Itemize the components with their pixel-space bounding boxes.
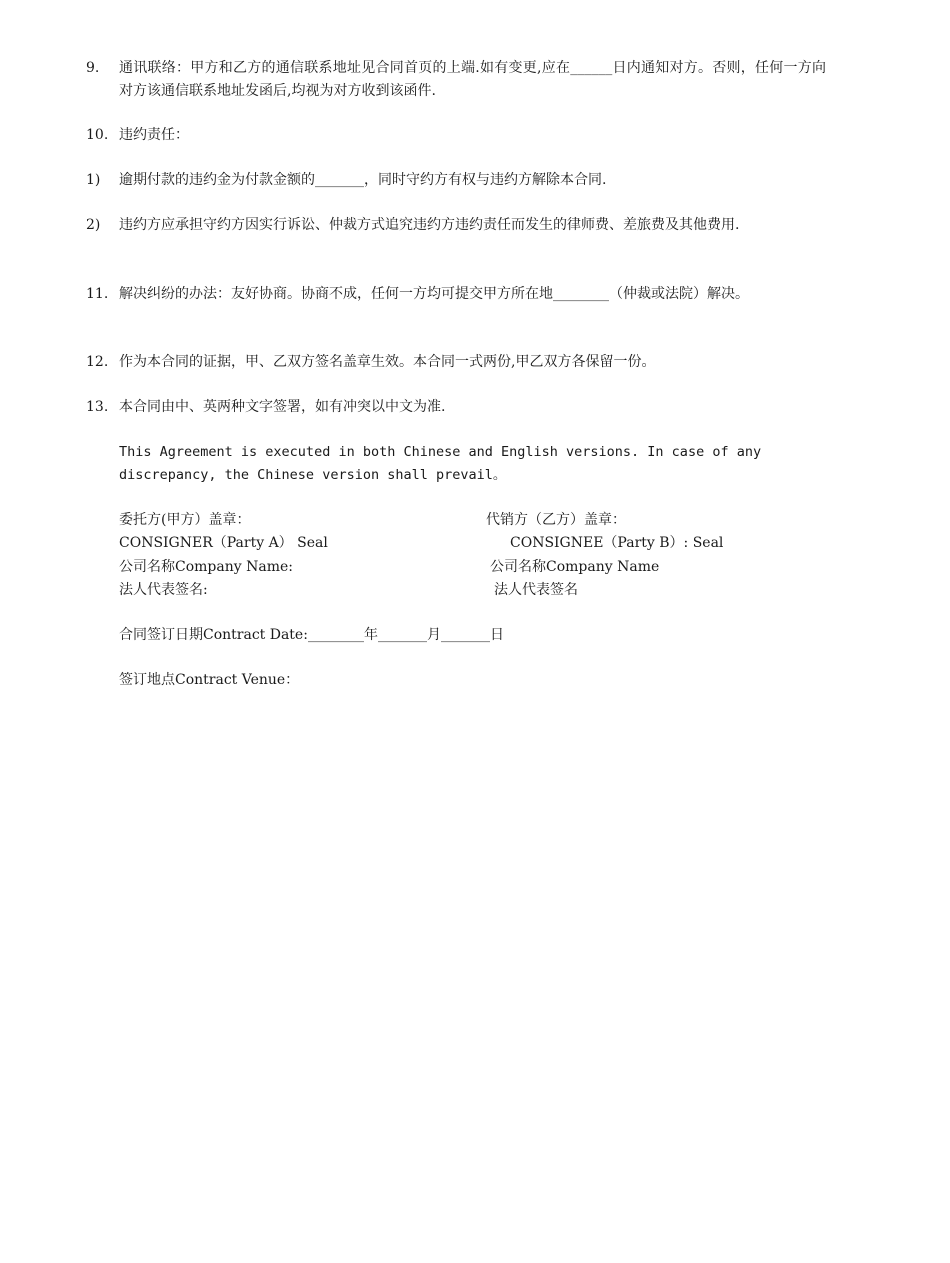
english-note-line-2: discrepancy, the Chinese version shall prevail。 [119, 467, 507, 483]
party-b-company-name: 公司名称Company Name [490, 559, 660, 575]
party-a-seal-label: 委托方(甲方）盖章： [119, 512, 251, 528]
clause-text: 通讯联络：甲方和乙方的通信联系地址见合同首页的上端.如有变更,应在______日内通知对方。否则，任何一方向对方该通信联系地址发函后,均视为对方收到该函件. [119, 60, 826, 99]
clause-10-item-1 [86, 169, 826, 192]
clause-number: 10. [86, 127, 109, 143]
clause-text: 违约方应承担守约方因实行诉讼、仲裁方式追究违约方违约责任而发生的律师费、差旅费及其他费用. [119, 217, 740, 233]
clause-13 [86, 396, 826, 419]
clause-text: 作为本合同的证据，甲、乙双方签名盖章生效。本合同一式两份,甲乙双方各保留一份。 [119, 354, 656, 370]
party-a-seal-en: CONSIGNER（Party A） Seal [119, 535, 328, 551]
contract-venue: 签订地点Contract Venue： [119, 672, 300, 688]
party-a-company-name: 公司名称Company Name: [119, 559, 293, 575]
english-note-line-1: This Agreement is executed in both Chinese and English versions. In case of any [119, 444, 762, 460]
clause-text: 逾期付款的违约金为付款金额的_______，同时守约方有权与违约方解除本合同. [119, 172, 607, 188]
clause-number: 1) [86, 172, 101, 188]
party-b-representative: 法人代表签名 [494, 582, 578, 598]
contract-date: 合同签订日期Contract Date:________年_______月_______日 [119, 627, 504, 643]
clause-number: 11. [86, 286, 109, 302]
clause-9 [86, 57, 826, 103]
party-a-representative: 法人代表签名: [119, 582, 208, 598]
clause-text: 本合同由中、英两种文字签署，如有冲突以中文为准. [119, 399, 446, 415]
clause-12 [86, 351, 826, 374]
clause-11 [86, 283, 826, 306]
clause-number: 9. [86, 60, 100, 76]
clause-number: 2) [86, 217, 101, 233]
party-b-seal-label: 代销方（乙方）盖章： [486, 512, 626, 528]
clause-text: 违约责任： [119, 127, 189, 143]
clause-text: 解决纠纷的办法：友好协商。协商不成，任何一方均可提交甲方所在地________（仲裁或法院）解决。 [119, 286, 749, 302]
clause-number: 12. [86, 354, 109, 370]
clause-10-item-2 [86, 214, 826, 237]
party-b-seal-en: CONSIGNEE（Party B）: Seal [510, 535, 724, 551]
clause-10 [86, 124, 826, 147]
clause-number: 13. [86, 399, 109, 415]
